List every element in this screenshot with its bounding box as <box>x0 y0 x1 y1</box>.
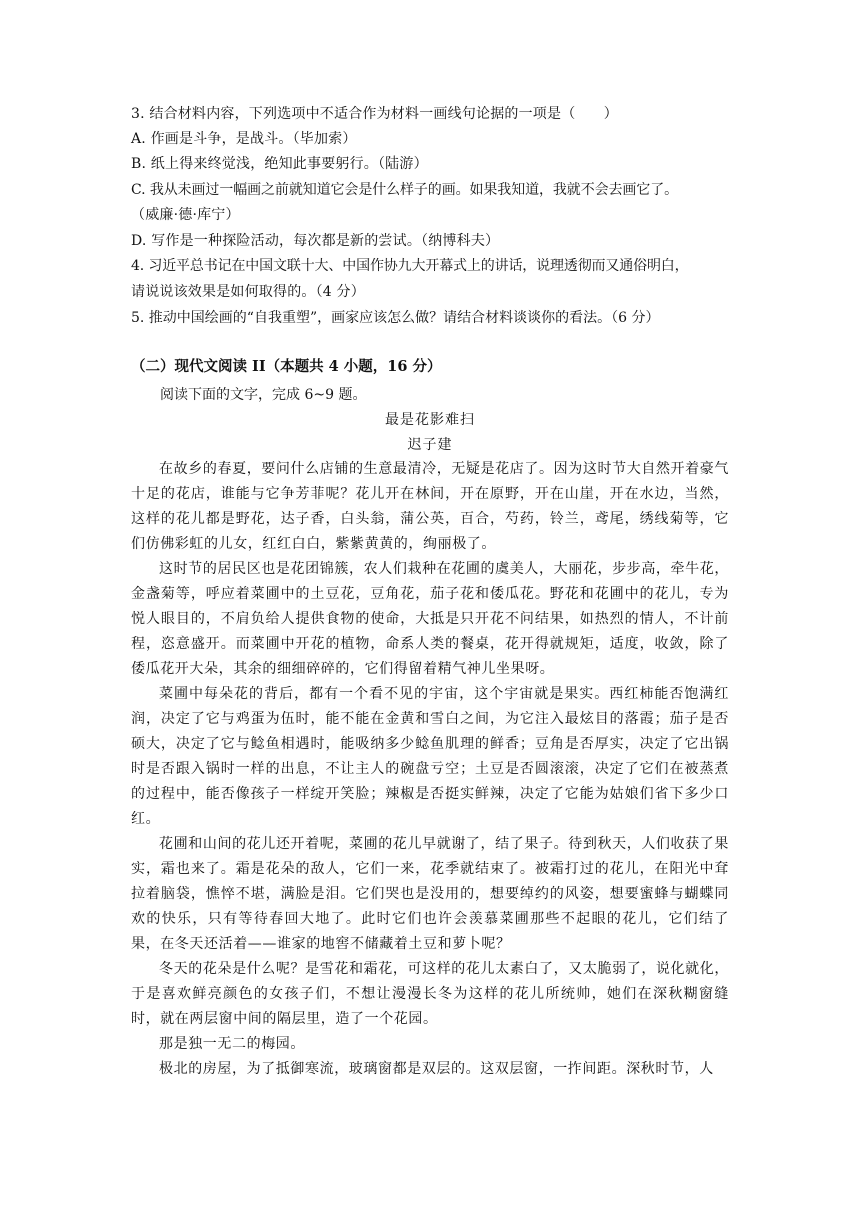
question-3-option-c-source: （威廉·德·库宁） <box>131 207 240 223</box>
article-paragraph: 花圃和山间的花儿还开着呢，菜圃的花儿早就谢了，结了果子。待到秋天，人们收获了果实，霜也来了。霜是花朵的敌人，它们一来，花季就结束了。被霜打过的花儿，在阳光中耷拉着脑袋，憔悴不堪，满脸是泪。它们哭也是没用的，想要绰约的风姿，想要蜜蜂与蝴蝶同欢的快乐，只有等待春回大地了。此时它们也许会羡慕菜圃那些不起眼的花儿，它们结了果，在冬天还活着——谁家的地窖不储藏着土豆和萝卜呢？ <box>131 836 729 952</box>
article-paragraph: 冬天的花朵是什么呢？是雪花和霜花，可这样的花儿太素白了，又太脆弱了，说化就化，于是喜欢鲜亮颜色的女孩子们，不想让漫漫长冬为这样的花儿所统帅，她们在深秋糊窗缝时，就在两层窗中间的隔层里，造了一个花园。 <box>131 961 729 1027</box>
question-3-option-c: C. 我从未画过一幅画之前就知道它会是什么样子的画。如果我知道，我就不会去画它了。 <box>131 182 679 198</box>
question-3-option-b: B. 纸上得来终觉浅，绝知此事要躬行。（陆游） <box>131 156 428 172</box>
question-4-line-2: 请说说该效果是如何取得的。（4 分） <box>131 284 365 300</box>
article-title: 最是花影难扫 <box>385 412 475 428</box>
question-3-option-a: A. 作画是斗争，是战斗。（毕加索） <box>131 131 357 147</box>
article-paragraph: 那是独一无二的梅园。 <box>159 1036 305 1052</box>
article-paragraph: 这时节的居民区也是花团锦簇，农人们栽种在花圃的虞美人，大丽花，步步高，牵牛花，金盏菊等，呼应着菜圃中的土豆花，豆角花，茄子花和倭瓜花。野花和花圃中的花儿，专为悦人眼目的，不肩负给人提供食物的使命，大抵是只开花不问结果，如热烈的情人，不计前程，恣意盛开。而菜圃中开花的植物，命系人类的餐桌，花开得就规矩，适度，收敛，除了倭瓜花开大朵，其余的细细碎碎的，它们得留着精气神儿坐果呀。 <box>131 561 729 677</box>
article-paragraph: 极北的房屋，为了抵御寒流，玻璃窗都是双层的。这双层窗，一拃间距。深秋时节，人 <box>159 1061 714 1077</box>
question-5: 5. 推动中国绘画的“自我重塑”，画家应该怎么做？请结合材料谈谈你的看法。（6 分） <box>131 310 660 326</box>
article-author: 迟子建 <box>407 437 453 453</box>
section-instruction: 阅读下面的文字，完成 6~9 题。 <box>160 387 367 403</box>
section-heading: （二）现代文阅读 II（本题共 4 小题，16 分） <box>131 358 442 375</box>
article-body <box>131 457 729 1082</box>
question-3-stem: 3. 结合材料内容，下列选项中不适合作为材料一画线句论据的一项是（ ） <box>131 106 619 122</box>
article-paragraph: 在故乡的春夏，要问什么店铺的生意最清冷，无疑是花店了。因为这时节大自然开着豪气十足的花店，谁能与它争芳菲呢？花儿开在林间，开在原野，开在山崖，开在水边，当然，这样的花儿都是野花，达子香，白头翁，蒲公英，百合，芍药，铃兰，鸢尾，绣线菊等，它们仿佛彩虹的儿女，红红白白，紫紫黄黄的，绚丽极了。 <box>131 461 729 552</box>
question-4-line-1: 4. 习近平总书记在中国文联十大、中国作协九大开幕式上的讲话，说理透彻而又通俗明白， <box>131 258 689 274</box>
question-3-option-d: D. 写作是一种探险活动，每次都是新的尝试。（纳博科夫） <box>131 233 500 249</box>
article-paragraph: 菜圃中每朵花的背后，都有一个看不见的宇宙，这个宇宙就是果实。西红柿能否饱满红润，决定了它与鸡蛋为伍时，能不能在金黄和雪白之间，为它注入最炫目的落霞；茄子是否硕大，决定了它与鲶鱼相遇时，能吸纳多少鲶鱼肌理的鲜香；豆角是否厚实，决定了它出锅时是否跟入锅时一样的出息，不让主人的碗盘亏空；土豆是否圆滚滚，决定了它们在被蒸煮的过程中，能否像孩子一样绽开笑脸；辣椒是否挺实鲜辣，决定了它能为姑娘们省下多少口红。 <box>131 686 729 827</box>
